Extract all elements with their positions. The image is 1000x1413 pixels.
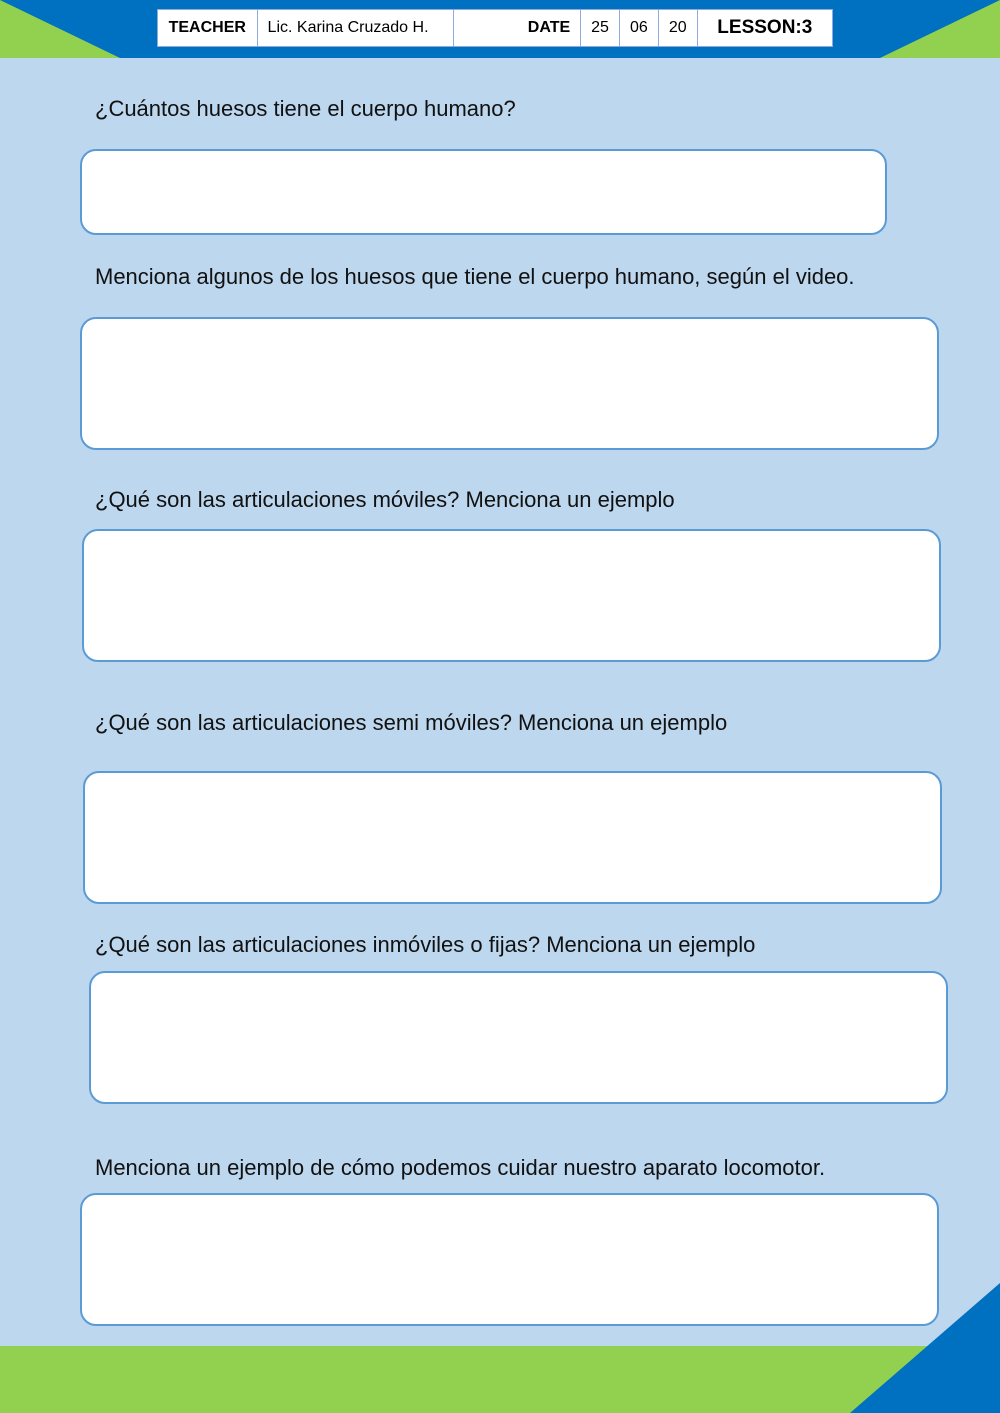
answer-box-3[interactable] xyxy=(82,529,941,662)
answer-box-5[interactable] xyxy=(89,971,948,1104)
question-5-text: ¿Qué son las articulaciones inmóviles o fijas? Menciona un ejemplo xyxy=(95,932,756,957)
answer-box-6[interactable] xyxy=(80,1193,939,1326)
date-label: DATE xyxy=(454,10,581,46)
answer-box-1[interactable] xyxy=(80,149,887,235)
answer-box-2[interactable] xyxy=(80,317,939,450)
question-3-text: ¿Qué son las articulaciones móviles? Menciona un ejemplo xyxy=(95,487,675,512)
question-4-text: ¿Qué son las articulaciones semi móviles? Menciona un ejemplo xyxy=(95,710,728,735)
date-month: 06 xyxy=(620,10,659,46)
top-right-green-triangle xyxy=(880,0,1000,58)
bottom-right-blue-triangle xyxy=(850,1283,1000,1413)
question-2-text: Menciona algunos de los huesos que tiene el cuerpo humano, según el video. xyxy=(95,264,855,289)
lesson-number: LESSON:3 xyxy=(717,17,813,38)
date-day: 25 xyxy=(581,10,620,46)
teacher-label: TEACHER xyxy=(158,10,258,46)
teacher-name: Lic. Karina Cruzado H. xyxy=(258,10,454,46)
top-left-green-triangle xyxy=(0,0,120,58)
header-info-table xyxy=(157,9,833,47)
date-year: 20 xyxy=(659,10,698,46)
answer-box-4[interactable] xyxy=(83,771,942,904)
question-6-text: Menciona un ejemplo de cómo podemos cuidar nuestro aparato locomotor. xyxy=(95,1155,826,1180)
question-1-text: ¿Cuántos huesos tiene el cuerpo humano? xyxy=(95,96,516,121)
